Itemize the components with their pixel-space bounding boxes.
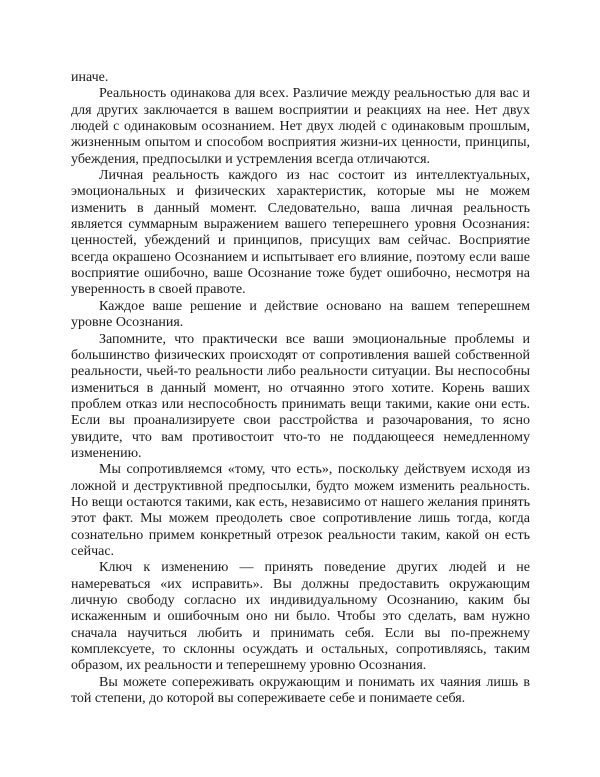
document-page (71, 70, 530, 707)
paragraph: Мы сопротивляемся «тому, что есть», поскольку действуем исходя из ложной и деструктивной предпосылки, будто можем изменить реальность. Но вещи остаются такими, как есть, независимо от нашего желания принять этот факт. Мы можем преодолеть свое сопротивление лишь тогда, когда сознательно примем конкретный отрезок реальности таким, какой он есть сейчас. (71, 462, 530, 559)
paragraph: Вы можете сопереживать окружающим и понимать их чаяния лишь в той степени, до которой вы сопереживаете себе и понимаете себя. (71, 674, 530, 707)
paragraph-continuation: иначе. (71, 70, 109, 85)
paragraph: Запомните, что практически все ваши эмоциональные проблемы и большинство физических происходят от сопротивления вашей собственной реальности, чьей-то реальности либо реальности ситуации. Вы неспособны измениться в данный момент, но отчаянно этого хотите. Корень ваших проблем отказ или неспособность принимать вещи такими, какие они есть. Если вы проанализируете свои расстройства и разочарования, то ясно увидите, что вам противостоит что-то не поддающееся немедленному изменению. (71, 331, 530, 461)
paragraph: Личная реальность каждого из нас состоит из интеллектуальных, эмоциональных и физических характеристик, которые мы не можем изменить в данный момент. Следовательно, ваша личная реальность является суммарным выражением вашего теперешнего уровня Осознания: ценностей, убеждений и принципов, присущих вам сейчас. Восприятие всегда окрашено Осознанием и испытывает его влияние, поэтому если ваше восприятие ошибочно, ваше Осознание тоже будет ошибочно, несмотря на уверенность в своей правоте. (71, 168, 530, 298)
paragraph: Ключ к изменению — принять поведение других людей и не намереваться «их исправить». Вы должны предоставить окружающим личную свободу согласно их индивидуальному Осознанию, каким бы искаженным и ошибочным оно ни было. Чтобы это сделать, вам нужно сначала научиться любить и принимать себя. Если вы по-прежнему комплексуете, то склонны осуждать и остальных, сопротивляясь, таким образом, их реальности и теперешнему уровню Осознания. (71, 560, 530, 674)
paragraph: Каждое ваше решение и действие основано на вашем теперешнем уровне Осознания. (71, 298, 530, 331)
paragraph: Реальность одинакова для всех. Различие между реальностью для вас и для других заключается в вашем восприятии и реакциях на нее. Нет двух людей с одинаковым осознанием. Нет двух людей с одинаковым прошлым, жизненным опытом и способом восприятия жизни-их ценности, принципы, убеждения, предпосылки и устремления всегда отличаются. (71, 86, 530, 167)
